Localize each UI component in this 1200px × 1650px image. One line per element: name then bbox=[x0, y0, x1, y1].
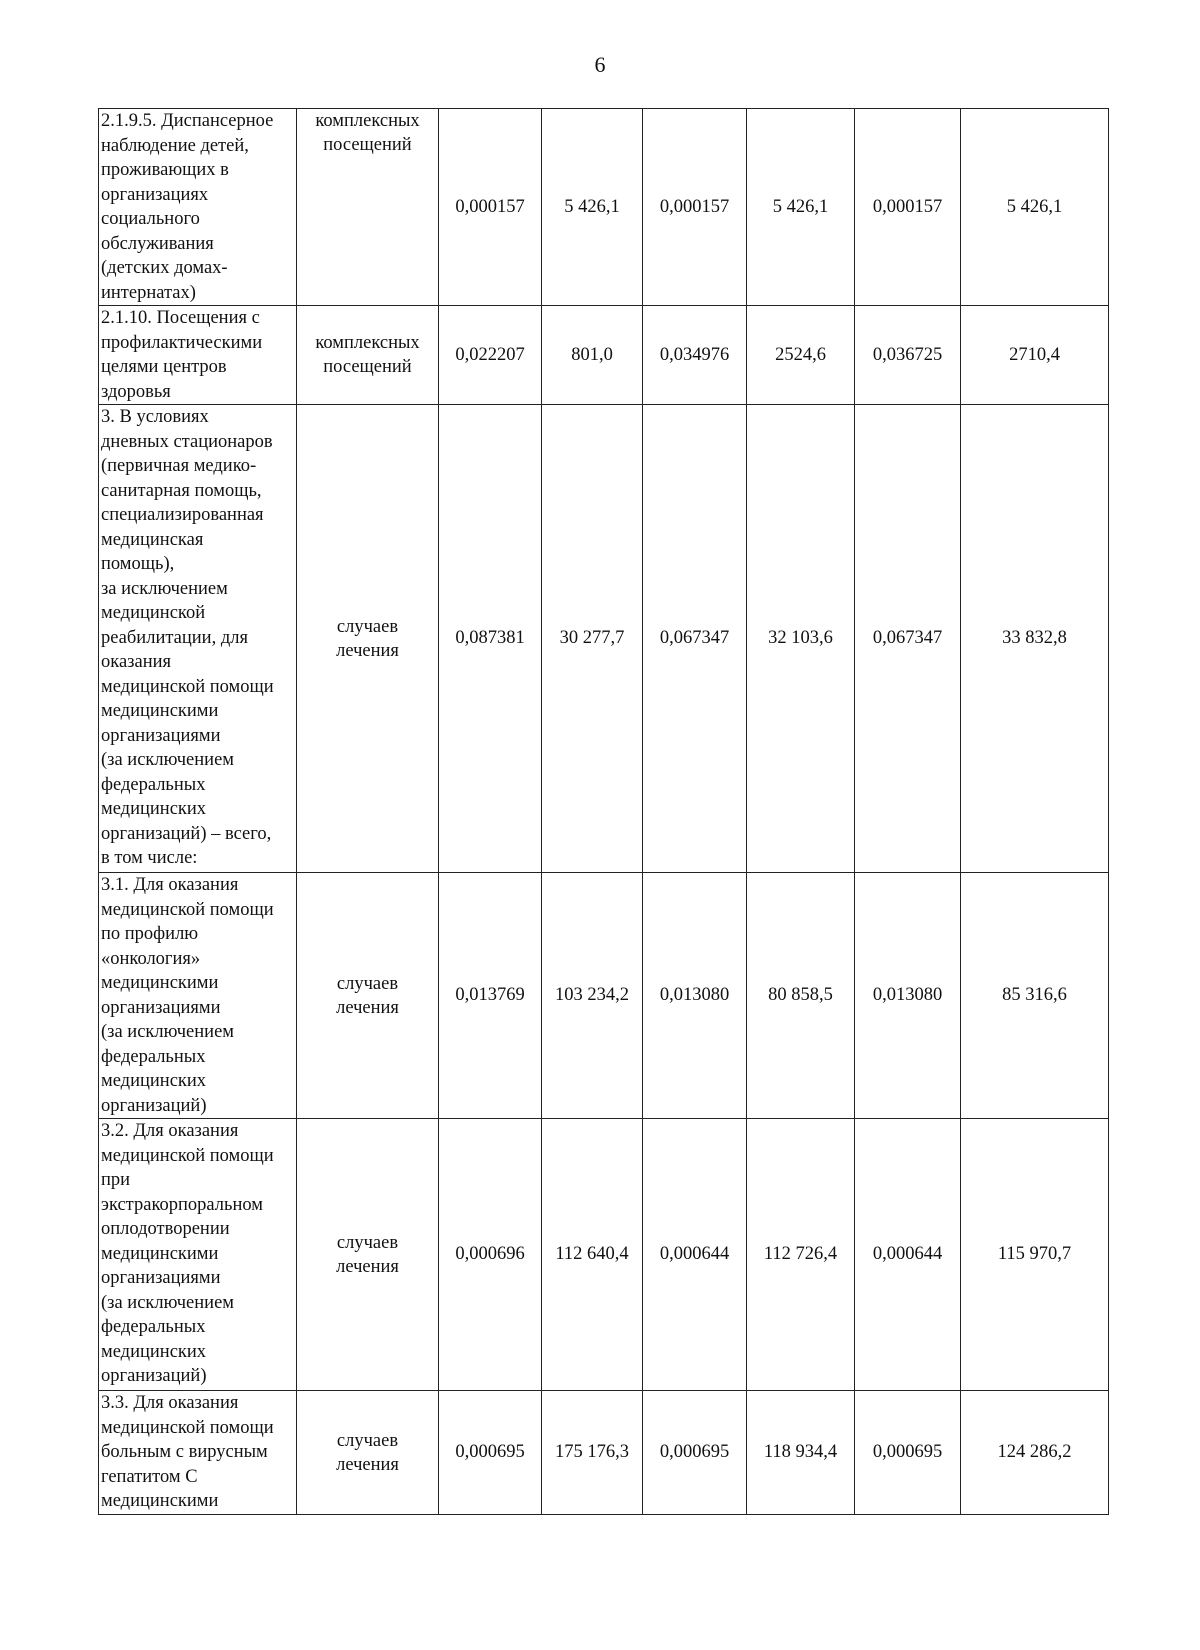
unit-cell bbox=[297, 873, 439, 1119]
row-name: 3.2. Для оказания медицинской помощи при экстракорпоральном оплодотворении медицинскими организациями (за исключением федеральных медицинских организаций) bbox=[101, 1121, 274, 1386]
volume-2025: 0,000695 bbox=[855, 1391, 961, 1515]
unit-label: комплексных посещений bbox=[315, 333, 420, 377]
row-name: 2.1.9.5. Диспансерное наблюдение детей, проживающих в организациях социального обслуживания (детских домах- интернатах) bbox=[101, 111, 274, 303]
unit-cell bbox=[297, 1391, 439, 1515]
row-name-cell bbox=[99, 306, 297, 405]
unit-cell bbox=[297, 1119, 439, 1391]
volume-2024: 0,034976 bbox=[643, 306, 747, 405]
cost-2023: 175 176,3 bbox=[542, 1391, 643, 1515]
volume-2024: 0,067347 bbox=[643, 405, 747, 873]
volume-2023: 0,000157 bbox=[439, 109, 542, 306]
unit-label: случаев лечения bbox=[336, 973, 399, 1018]
cost-2024: 2524,6 bbox=[747, 306, 855, 405]
norms-table bbox=[98, 108, 1109, 1515]
cost-2023: 30 277,7 bbox=[542, 405, 643, 873]
volume-2025: 0,013080 bbox=[855, 873, 961, 1119]
volume-2023: 0,087381 bbox=[439, 405, 542, 873]
unit-label: случаев лечения bbox=[336, 616, 399, 661]
cost-2024: 32 103,6 bbox=[747, 405, 855, 873]
table-row bbox=[99, 1391, 1109, 1515]
table-row bbox=[99, 405, 1109, 873]
row-name-cell bbox=[99, 1391, 297, 1515]
volume-2023: 0,013769 bbox=[439, 873, 542, 1119]
table-row bbox=[99, 873, 1109, 1119]
cost-2025: 33 832,8 bbox=[961, 405, 1109, 873]
cost-2023: 5 426,1 bbox=[542, 109, 643, 306]
row-name: 3. В условиях дневных стационаров (первичная медико- санитарная помощь, специализированная медицинская помощь), за исключением медицинской реабилитации, для оказания медицинской помощи медицинскими организациями (за исключением федеральных медицинских организаций) – всего, в том числе: bbox=[101, 407, 274, 868]
page-number: 6 bbox=[594, 52, 606, 77]
volume-2023: 0,000696 bbox=[439, 1119, 542, 1391]
row-name-cell bbox=[99, 109, 297, 306]
cost-2024: 5 426,1 bbox=[747, 109, 855, 306]
unit-cell bbox=[297, 405, 439, 873]
cost-2023: 801,0 bbox=[542, 306, 643, 405]
volume-2024: 0,000695 bbox=[643, 1391, 747, 1515]
cost-2024: 118 934,4 bbox=[747, 1391, 855, 1515]
unit-cell bbox=[297, 109, 439, 306]
unit-label: случаев лечения bbox=[336, 1430, 399, 1475]
table-row bbox=[99, 109, 1109, 306]
row-name-cell bbox=[99, 873, 297, 1119]
volume-2025: 0,036725 bbox=[855, 306, 961, 405]
row-name: 3.1. Для оказания медицинской помощи по профилю «онкология» медицинскими организациями (за исключением федеральных медицинских организаций) bbox=[101, 875, 274, 1116]
cost-2025: 124 286,2 bbox=[961, 1391, 1109, 1515]
volume-2025: 0,000157 bbox=[855, 109, 961, 306]
row-name-cell bbox=[99, 1119, 297, 1391]
unit-label: случаев лечения bbox=[336, 1232, 399, 1277]
unit-cell bbox=[297, 306, 439, 405]
unit-label: комплексных посещений bbox=[315, 111, 420, 155]
cost-2025: 2710,4 bbox=[961, 306, 1109, 405]
cost-2024: 80 858,5 bbox=[747, 873, 855, 1119]
cost-2025: 115 970,7 bbox=[961, 1119, 1109, 1391]
table-row bbox=[99, 306, 1109, 405]
cost-2023: 112 640,4 bbox=[542, 1119, 643, 1391]
cost-2024: 112 726,4 bbox=[747, 1119, 855, 1391]
volume-2024: 0,000644 bbox=[643, 1119, 747, 1391]
cost-2023: 103 234,2 bbox=[542, 873, 643, 1119]
volume-2025: 0,067347 bbox=[855, 405, 961, 873]
volume-2025: 0,000644 bbox=[855, 1119, 961, 1391]
cost-2025: 5 426,1 bbox=[961, 109, 1109, 306]
row-name-cell bbox=[99, 405, 297, 873]
volume-2024: 0,013080 bbox=[643, 873, 747, 1119]
volume-2023: 0,022207 bbox=[439, 306, 542, 405]
volume-2023: 0,000695 bbox=[439, 1391, 542, 1515]
volume-2024: 0,000157 bbox=[643, 109, 747, 306]
cost-2025: 85 316,6 bbox=[961, 873, 1109, 1119]
table-row bbox=[99, 1119, 1109, 1391]
row-name: 3.3. Для оказания медицинской помощи больным с вирусным гепатитом С медицинскими bbox=[101, 1393, 274, 1511]
row-name: 2.1.10. Посещения с профилактическими целями центров здоровья bbox=[101, 308, 263, 402]
